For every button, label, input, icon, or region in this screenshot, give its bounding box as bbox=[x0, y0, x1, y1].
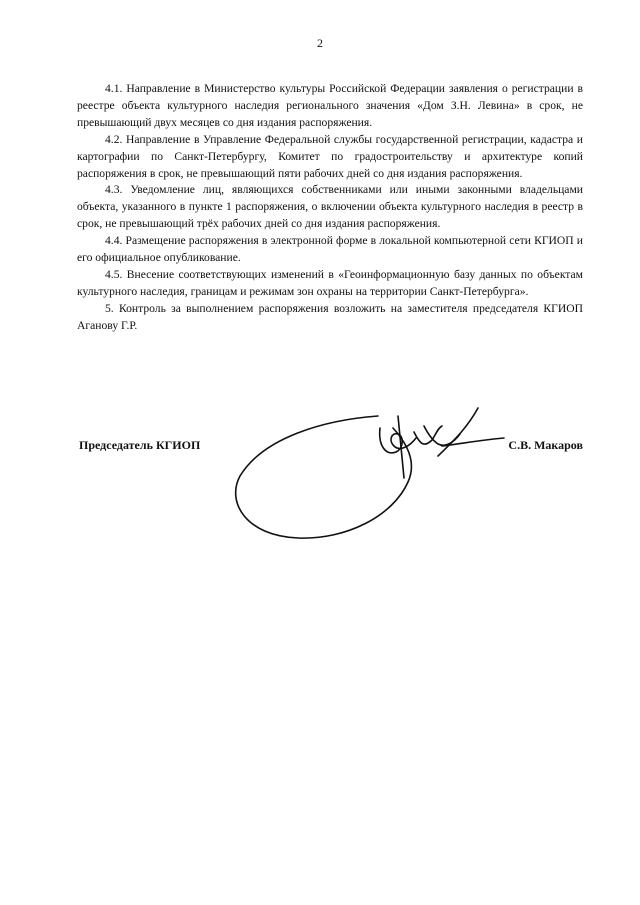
paragraph-5: 5. Контроль за выполнением распоряжения возложить на заместителя председателя КГИОП Аганову Г.Р. bbox=[77, 301, 583, 332]
paragraph-4-4: 4.4. Размещение распоряжения в электронной форме в локальной компьютерной сети КГИОП и его официальное опубликование. bbox=[77, 234, 583, 265]
page-number: 2 bbox=[317, 36, 323, 50]
paragraph-4-3: 4.3. Уведомление лиц, являющихся собственниками или иными законными владельцами объекта, указанного в пункте 1 распоряжения, о включении объекта культурного наследия в реестр в срок, не превышающий трёх рабочих дней со дня издания распоряжения. bbox=[77, 183, 583, 231]
paragraph-4-1: 4.1. Направление в Министерство культуры Российской Федерации заявления о регистрации в реестре объекта культурного наследия регионального значения «Дом З.Н. Левина» в срок, не превышающий двух месяцев со дня издания распоряжения. bbox=[77, 82, 583, 129]
paragraph-4-5: 4.5. Внесение соответствующих изменений в «Геоинформационную базу данных по объектам культурного наследия, границам и режимам зон охраны на территории Санкт-Петербурга». bbox=[77, 267, 583, 298]
handwritten-signature bbox=[228, 398, 518, 548]
paragraph-4-2: 4.2. Направление в Управление Федеральной службы государственной регистрации, кадастра и картографии по Санкт-Петербургу, Комитет по градостроительству и архитектуре копий распоряжения в срок, не превышающий пяти рабочих дней со дня издания распоряжения. bbox=[77, 132, 583, 180]
signer-title: Председатель КГИОП bbox=[79, 438, 201, 452]
document-body bbox=[77, 81, 583, 335]
signer-name: С.В. Макаров bbox=[508, 438, 583, 452]
